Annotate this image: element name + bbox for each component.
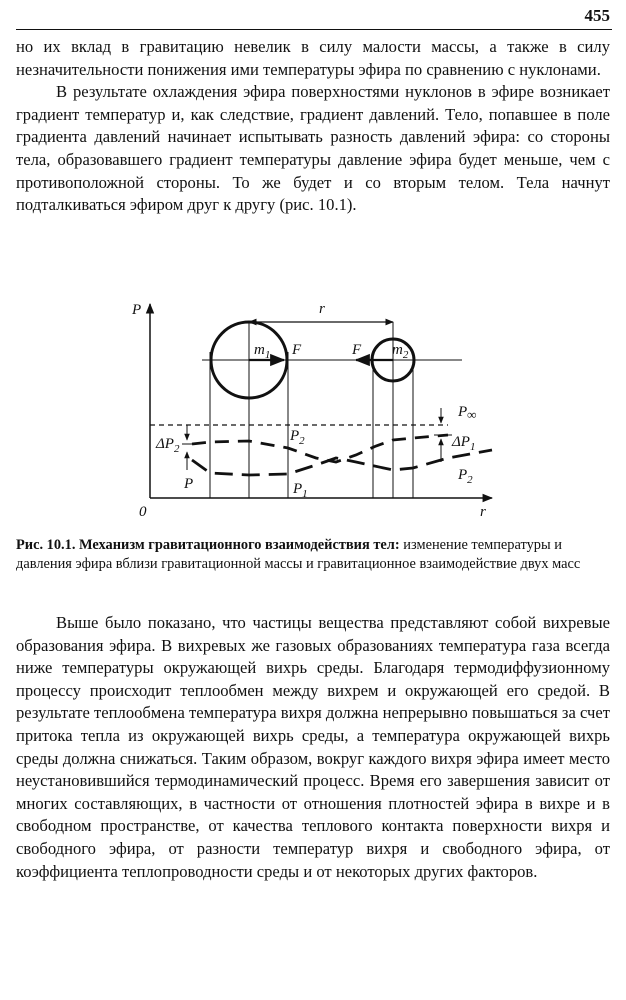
p1-center-label: $P_1$: [293, 481, 308, 500]
figure-caption: [16, 536, 610, 574]
force-label-1: F: [292, 342, 302, 358]
caption-text: изменение температуры и давления эфира вблизи гравитационной массы и гравитационное взаимодействие двух масс: [16, 537, 581, 572]
mass-2-label: $m_2$: [392, 342, 409, 361]
x-axis-label: r: [480, 504, 486, 520]
y-axis-label: P: [132, 302, 142, 318]
paragraph-continued: но их вклад в гравитацию невелик в силу малости массы, а также в силу незначительности понижения ими температуры эфира по сравнению с нуклонами.: [16, 37, 610, 79]
p2-right-label: $P_2$: [458, 467, 473, 486]
figure-10-1: [16, 290, 612, 525]
p-left-label: P: [184, 476, 194, 492]
p2-curve: [192, 435, 448, 462]
origin-label: 0: [139, 504, 147, 520]
caption-title: Рис. 10.1. Механизм гравитационного взаимодействия тел:: [16, 537, 400, 553]
p2-center-label: $P_2$: [290, 428, 305, 447]
gravity-mechanism-diagram: [16, 290, 612, 525]
text-block-bottom: [16, 612, 610, 883]
mass-1-label: $m_1$: [254, 342, 271, 361]
header-rule: [16, 29, 612, 30]
page-number: 455: [584, 6, 610, 25]
distance-label: r: [319, 301, 325, 317]
p-infinity-label: P∞: [458, 404, 477, 422]
paragraph: В результате охлаждения эфира поверхностями нуклонов в эфире возникает градиент температур и, как следствие, градиент давлений. Тело, попавшее в поле градиента давлений начинает испытывать разность давлений эфира: со стороны тела, образовавшего градиент температуры давление эфира будет меньше, чем с противоположной стороны. То же будет и со вторым телом. Тела начнут подталкиваться эфиром друг к другу (рис. 10.1).: [16, 82, 610, 215]
force-label-2: F: [352, 342, 362, 358]
paragraph: Выше было показано, что частицы вещества представляют собой вихревые образования эфира. В вихревых же газовых образованиях температура газа всегда ниже температуры окружающей вихрь среды. Благодаря термодиффузионному процессу происходит теплообмен между вихрем и окружающей его средой. В результате теплообмена температура вихря должна непрерывно повышаться за счет притока тепла из окружающей вихрь среды, а температура окружающей вихрь среды должна снижаться. Таким образом, вокруг каждого вихря эфира имеет место неустановившийся термодинамический процесс. Время его завершения зависит от многих составляющих, в частности от отношения плотностей эфира в вихре и в свободном пространстве, от качества теплового контакта поверхности вихря и свободного эфира, от разности температур вихря и свободного эфира, от коэффициента теплопроводности среды и от некоторых других факторов.: [16, 613, 610, 881]
delta-p2-label: $\Delta P_2$: [156, 436, 180, 455]
text-block-top: [16, 36, 610, 217]
delta-p1-label: $\Delta P_1$: [452, 434, 476, 453]
p1-curve: [192, 450, 492, 475]
guide-lines: [210, 322, 413, 498]
